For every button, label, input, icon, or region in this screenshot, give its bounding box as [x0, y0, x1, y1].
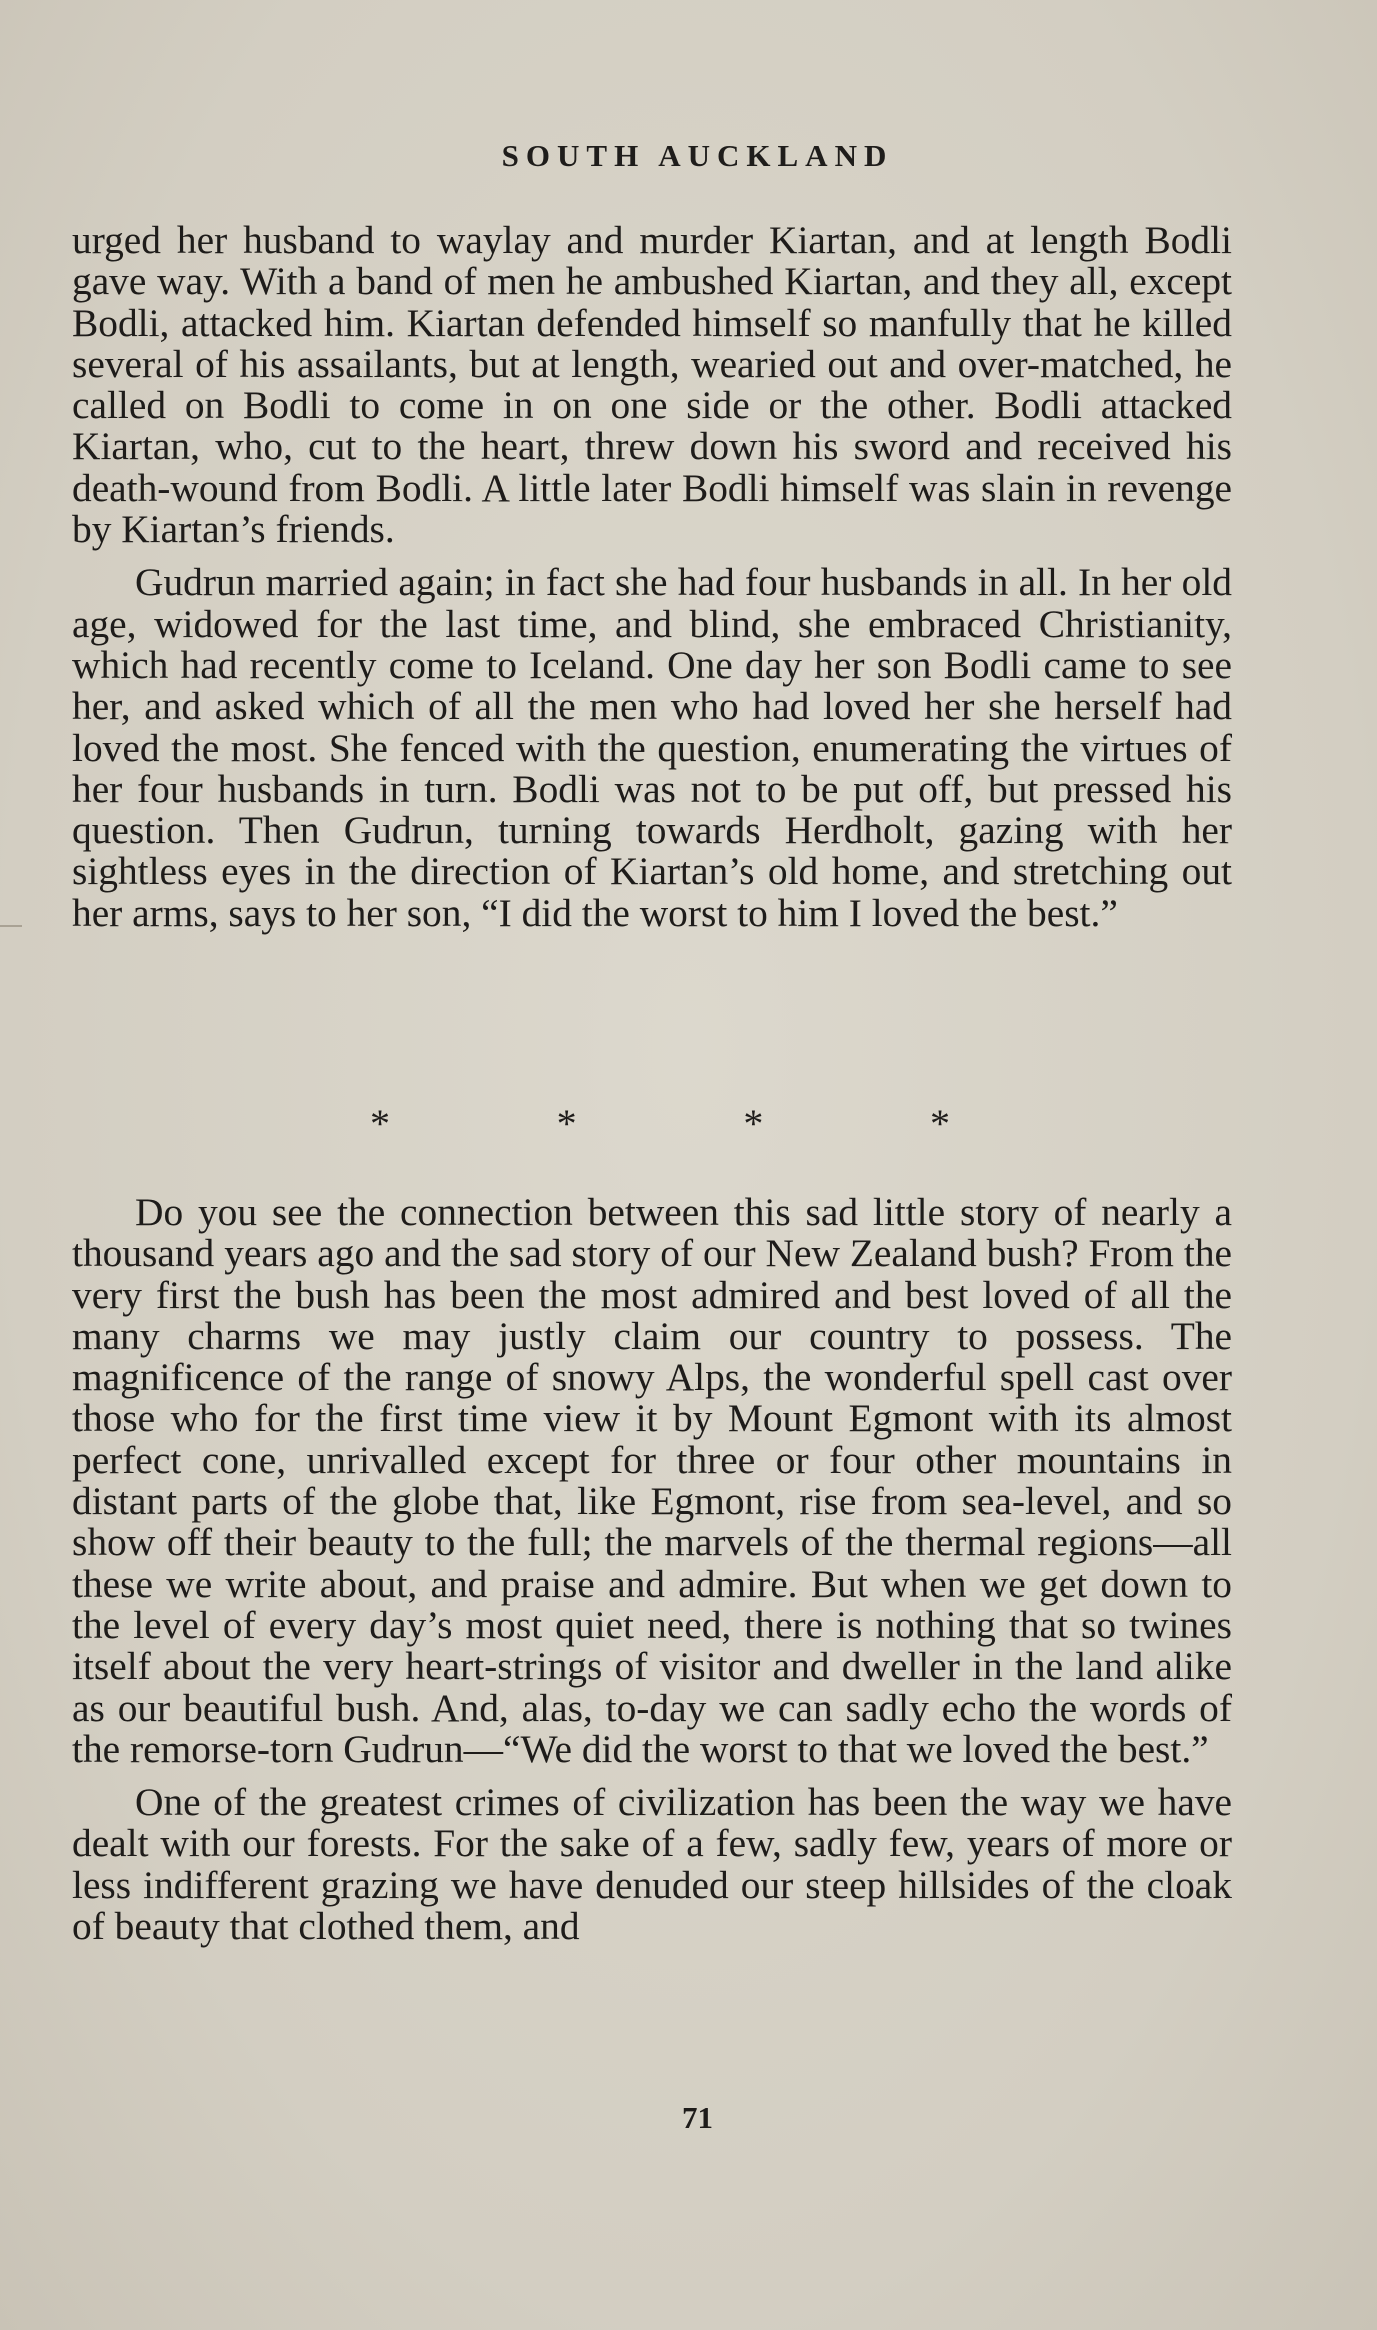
section-break	[370, 1100, 950, 1147]
asterisk-3: *	[743, 1101, 764, 1146]
paragraph-gudrun: Gudrun married again; in fact she had four husbands in all. In her old age, widowed for the last time, and blind, she embraced Christianity, which had recently come to Iceland. One day her son Bodli came to see her, and asked which of all the men who had loved her she herself had loved the most. She fenced with the question, enumerating the virtues of her four husbands in turn. Bodli was not to be put off, but pressed his question. Then Gudrun, turning towards Herdholt, gazing with her sightless eyes in the direction of Kiartan’s old home, and stretching out her arms, says to her son, “I did the worst to him I loved the best.”	[72, 560, 1232, 935]
section-one-text	[72, 220, 1232, 934]
paragraph-continued: urged her husband to waylay and murder Kiartan, and at length Bodli gave way. With a band of men he ambushed Kiartan, and they all, except Bodli, attacked him. Kiartan defended himself so manfully that he killed several of his assailants, but at length, wearied out and over-matched, he called on Bodli to come in on one side or the other. Bodli attacked Kiartan, who, cut to the heart, threw down his sword and received his death-wound from Bodli. A little later Bodli himself was slain in revenge by Kiartan’s friends.	[72, 218, 1232, 552]
margin-mark	[0, 925, 22, 927]
asterisk-2: *	[556, 1101, 577, 1146]
page-number: 71	[682, 2100, 713, 2135]
asterisk-1: *	[370, 1101, 390, 1146]
paragraph-connection: Do you see the connection between this sad little story of nearly a thousand years ago and the sad story of our New Zealand bush? From the very first the bush has been the most admired and best loved of all the many charms we may justly claim our country to possess. The magnificence of the range of snowy Alps, the wonderful spell cast over those who for the first time view it by Mount Egmont with its almost perfect cone, unrivalled except for three or four other mountains in distant parts of the globe that, like Egmont, rise from sea-level, and so show off their beauty to the full; the marvels of the thermal regions—all these we write about, and praise and admire. But when we get down to the level of every day’s most quiet need, there is nothing that so twines itself about the very heart-strings of visitor and dweller in the land alike as our beautiful bush. And, alas, to-day we can sadly echo the words of the remorse-torn Gudrun—“We did the worst to that we loved the best.”	[72, 1190, 1232, 1771]
paragraph-forests: One of the greatest crimes of civilization has been the way we have dealt with our forests. For the sake of a few, sadly few, years of more or less indifferent grazing we have denuded our steep hillsides of the cloak of beauty that clothed them, and	[72, 1780, 1232, 1949]
section-two-text	[72, 1192, 1232, 1947]
asterisk-4: *	[929, 1101, 950, 1146]
running-head: SOUTH AUCKLAND	[501, 138, 894, 173]
